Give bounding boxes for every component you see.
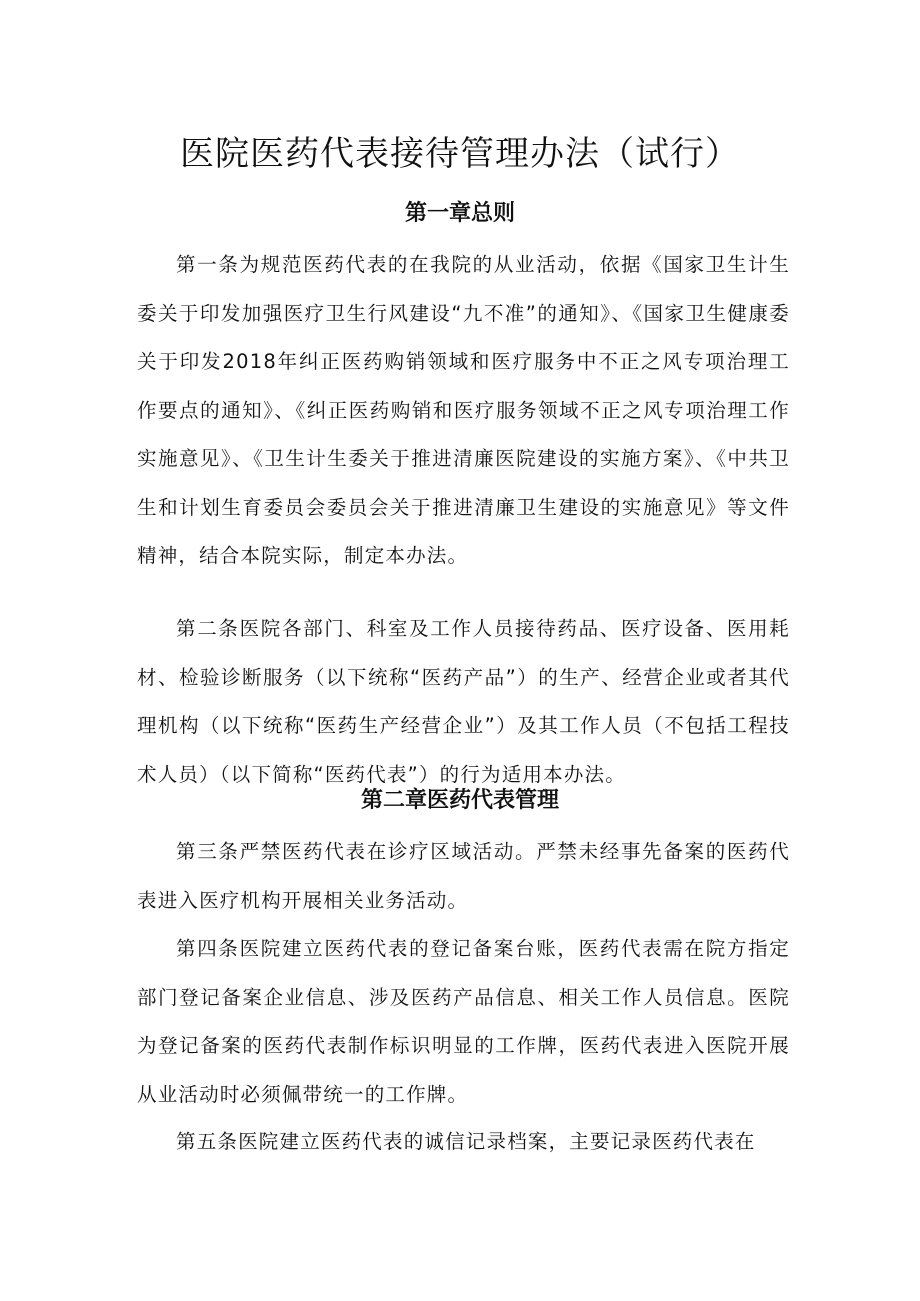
article-3: 第三条严禁医药代表在诊疗区域活动。严禁未经事先备案的医药代表进入医疗机构开展相关业务活动。 — [137, 840, 790, 912]
article-2: 第二条医院各部门、科室及工作人员接待药品、医疗设备、医用耗材、检验诊断服务（以下统称“医药产品”）的生产、经营企业或者其代理机构（以下统称“医药生产经营企业”）及其工作人员（不包括工程技术人员）（以下简称“医药代表”）的行为适用本办法。 — [137, 617, 790, 786]
article-4: 第四条医院建立医药代表的登记备案台账，医药代表需在院方指定部门登记备案企业信息、涉及医药产品信息、相关工作人员信息。医院为登记备案的医药代表制作标识明显的工作牌，医药代表进入医院开展从业活动时必须佩带统一的工作牌。 — [137, 937, 790, 1106]
article-5: 第五条医院建立医药代表的诚信记录档案，主要记录医药代表在 — [176, 1130, 756, 1153]
document-title: 医院医药代表接待管理办法（试行） — [180, 134, 740, 174]
chapter-2-heading: 第二章医药代表管理 — [360, 788, 559, 813]
article-1: 第一条为规范医药代表的在我院的从业活动，依据《国家卫生计生委关于印发加强医疗卫生行风建设“九不准”的通知》、《国家卫生健康委关于印发2018年纠正医药购销领域和医疗服务中不正之风专项治理工作要点的通知》、《纠正医药购销和医疗服务领域不正之风专项治理工作实施意见》、《卫生计生委关于推进清廉医院建设的实施方案》、《中共卫生和计划生育委员会委员会关于推进清廉卫生建设的实施意见》等文件精神，结合本院实际，制定本办法。 — [137, 253, 790, 567]
chapter-1-heading: 第一章总则 — [404, 201, 515, 226]
